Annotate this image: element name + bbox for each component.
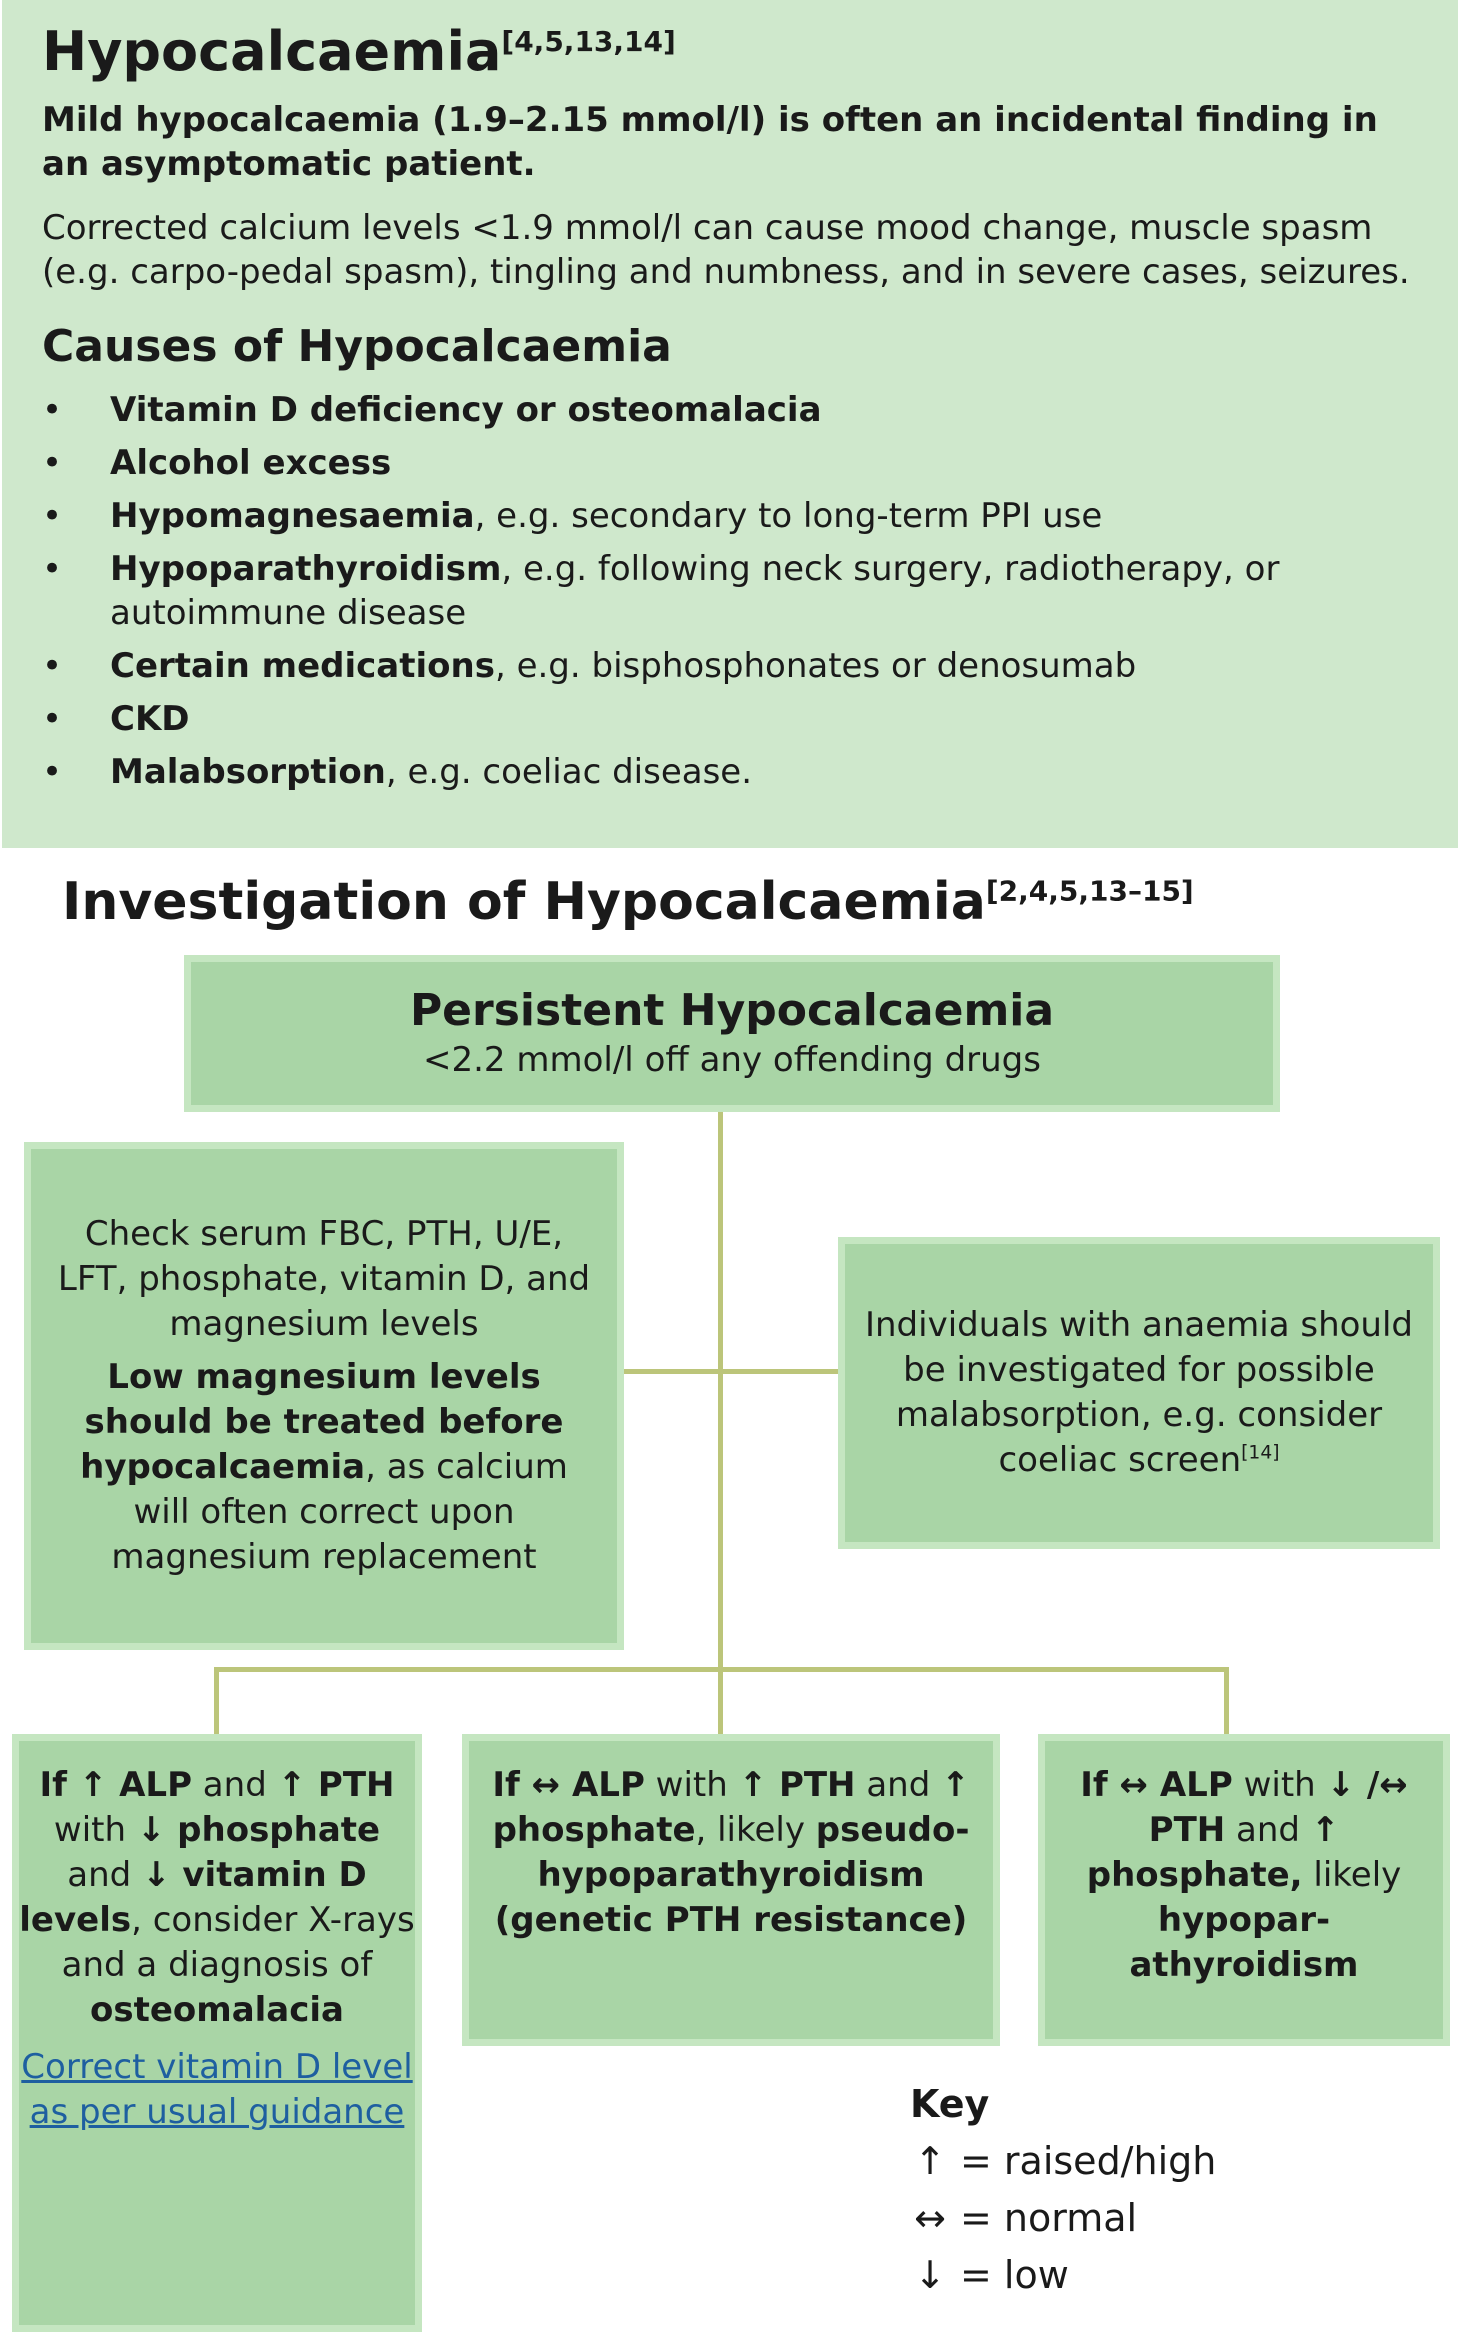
- key-row-normal: [700, 2190, 1220, 2247]
- key-meaning: = normal: [960, 2196, 1138, 2240]
- pseudo-text: If ↔ ALP with ↑ PTH and ↑ phosphate, likely pseudo-hypoparathyroidism (genetic PTH resistance): [492, 1765, 970, 1940]
- connector-to-osteo: [214, 1667, 219, 1734]
- persistent-subtext: <2.2 mmol/l off any offending drugs: [423, 1040, 1041, 1080]
- vitamin-d-guidance-link[interactable]: Correct vitamin D level as per usual guidance: [21, 2047, 413, 2132]
- connector-vertical-main: [718, 1112, 723, 1671]
- key-meaning: = low: [960, 2253, 1069, 2297]
- check-serum-box: [24, 1142, 624, 1650]
- intro-body-text: Corrected calcium levels <1.9 mmol/l can cause mood change, muscle spasm (e.g. carpo-pedal spasm), tingling and numbness, and in severe cases, seizures.: [42, 208, 1410, 292]
- persistent-heading: Persistent Hypocalcaemia: [409, 985, 1055, 1036]
- hypoparathyroidism-box: [1038, 1734, 1450, 2046]
- connector-to-hypopar: [1224, 1667, 1229, 1734]
- key-title: Key: [910, 2082, 990, 2126]
- anaemia-text: Individuals with anaemia should be investigated for possible malabsorption, e.g. consider coeliac screen[14]: [864, 1305, 1414, 1480]
- key-meaning: = raised/high: [960, 2139, 1217, 2183]
- causes-heading: Causes of Hypocalcaemia: [42, 321, 672, 372]
- cause-item: • Certain medications, e.g. bisphosphonates or denosumab: [42, 644, 1418, 688]
- up-arrow-icon: ↑: [914, 2139, 946, 2183]
- anaemia-reference: [14]: [1241, 1442, 1280, 1464]
- cause-item: • Hypoparathyroidism, e.g. following neck surgery, radiotherapy, or autoimmune disease: [42, 547, 1418, 635]
- title-references: [4,5,13,14]: [501, 25, 676, 58]
- magnesium-note: Low magnesium levels should be treated before hypocalcaemia, as calcium will often correct upon magnesium replacement: [80, 1357, 568, 1577]
- hypocalcaemia-info-panel: [2, 0, 1458, 848]
- investigation-title: Investigation of Hypocalcaemia[2,4,5,13–15]: [62, 872, 1194, 932]
- down-arrow-icon: ↓: [914, 2253, 946, 2297]
- investigation-references: [2,4,5,13–15]: [985, 874, 1194, 908]
- osteomalacia-text: If ↑ ALP and ↑ PTH with ↓ phosphate and ↓ vitamin D levels, consider X-rays and a diagnosis of osteomalacia: [19, 1765, 415, 2030]
- hypopar-text: If ↔ ALP with ↓ /↔ PTH and ↑ phosphate, likely hypopar-athyroidism: [1080, 1765, 1408, 1985]
- page-title: Hypocalcaemia[4,5,13,14]: [42, 20, 676, 83]
- persistent-hypocalcaemia-box: [184, 955, 1280, 1112]
- check-serum-text: Check serum FBC, PTH, U/E, LFT, phosphate, vitamin D, and magnesium levels: [57, 1214, 591, 1344]
- connector-to-anaemia: [723, 1369, 838, 1374]
- cause-item: • Hypomagnesaemia, e.g. secondary to long-term PPI use: [42, 494, 1418, 538]
- symbol-key: [700, 2076, 1220, 2304]
- connector-to-pseudo: [718, 1667, 723, 1734]
- cause-item: • Malabsorption, e.g. coeliac disease.: [42, 750, 1418, 794]
- key-row-raised: [700, 2133, 1220, 2190]
- anaemia-box: [838, 1237, 1440, 1549]
- connector-to-check: [624, 1369, 718, 1374]
- pseudo-hypoparathyroidism-box: [462, 1734, 1000, 2046]
- causes-list: [42, 388, 1418, 794]
- intro-bold-text: Mild hypocalcaemia (1.9–2.15 mmol/l) is often an incidental finding in an asymptomatic patient.: [42, 100, 1378, 184]
- cause-item: • Vitamin D deficiency or osteomalacia: [42, 388, 1418, 432]
- key-row-low: [700, 2247, 1220, 2304]
- left-right-arrow-icon: ↔: [914, 2196, 946, 2240]
- cause-item: • CKD: [42, 697, 1418, 741]
- osteomalacia-box: [12, 1734, 422, 2332]
- cause-item: • Alcohol excess: [42, 441, 1418, 485]
